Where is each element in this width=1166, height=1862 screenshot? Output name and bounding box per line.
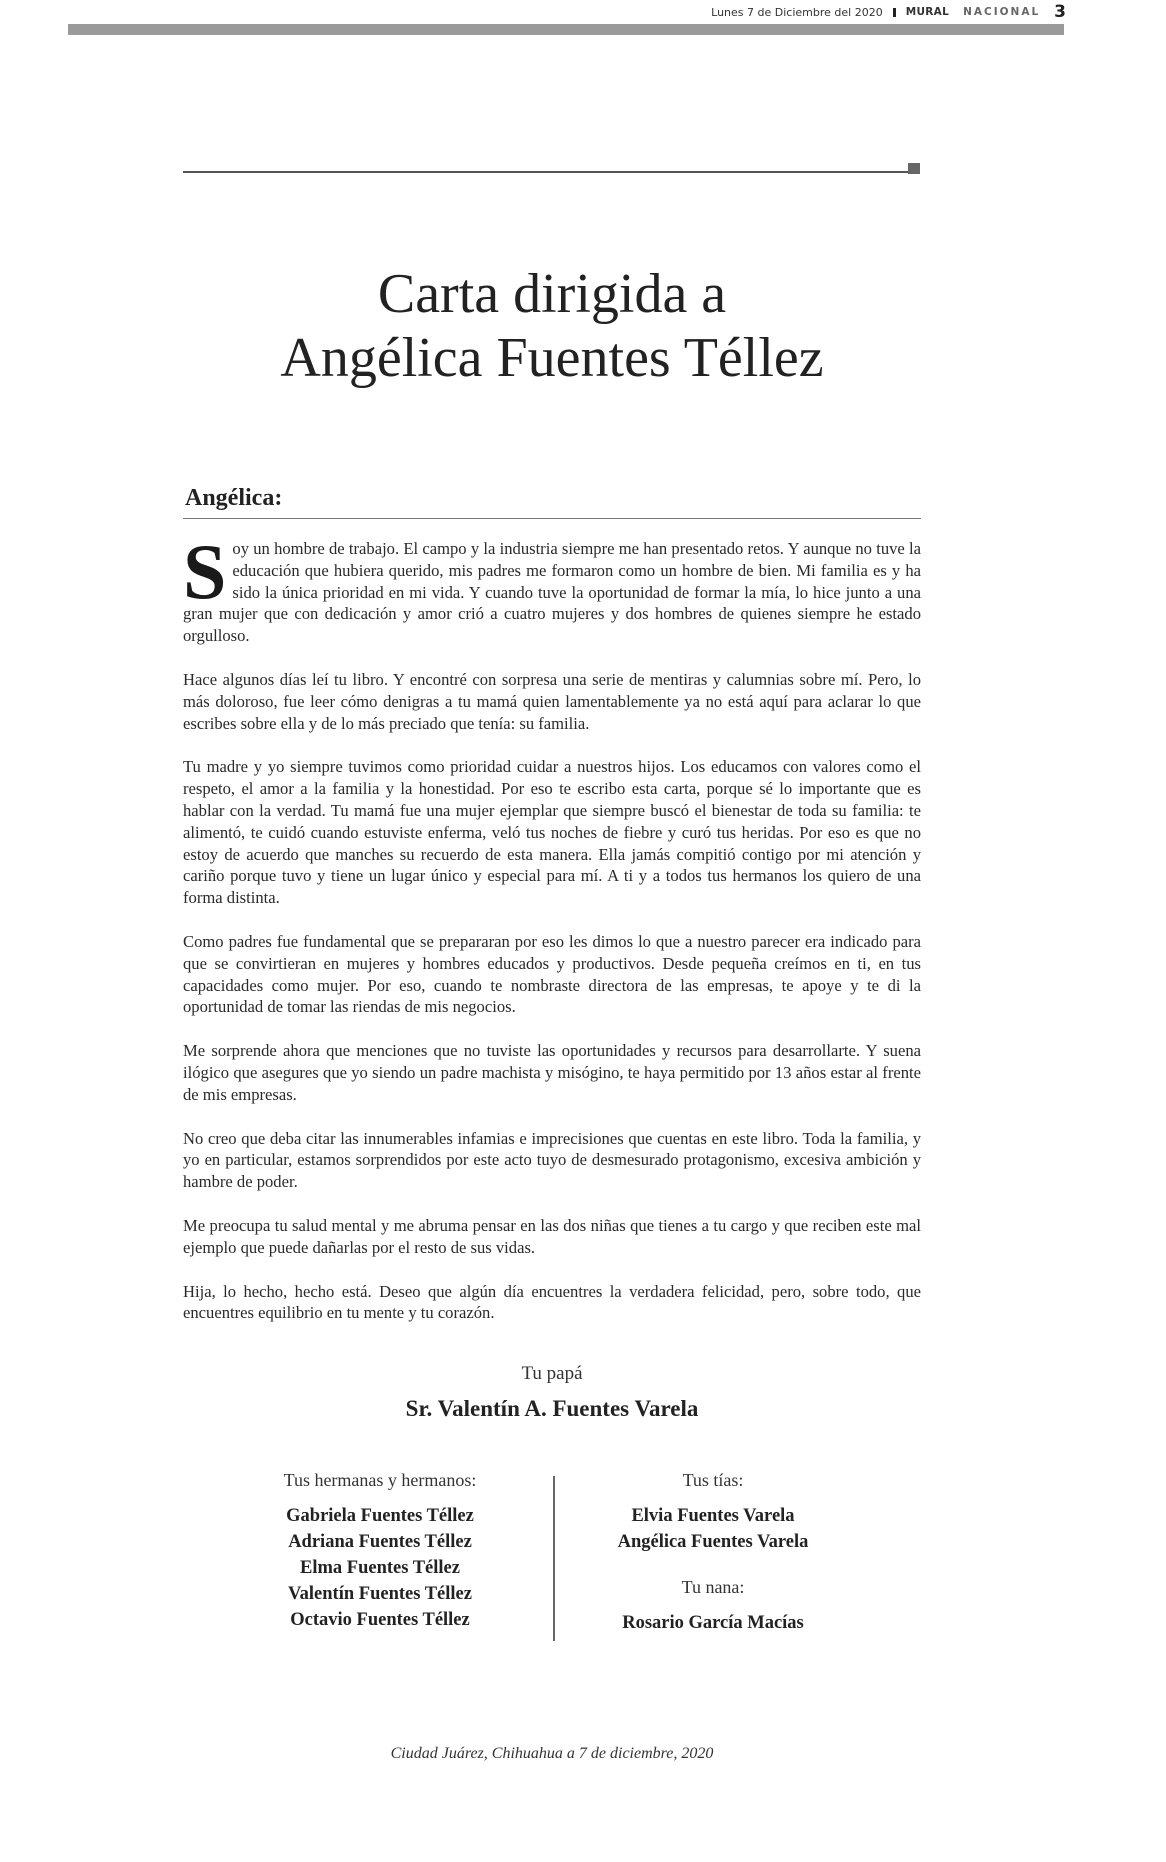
signature-name: Sr. Valentín A. Fuentes Varela (405, 1396, 699, 1421)
salutation-rule (183, 518, 921, 519)
page-number: 3 (1054, 2, 1066, 22)
family-signatures (215, 1468, 895, 1638)
page-header (711, 2, 1066, 22)
signature-label: Tu papá (521, 1363, 583, 1384)
title-line-2: Angélica Fuentes Téllez (280, 327, 824, 389)
header-gray-bar (68, 24, 1064, 35)
drop-cap: S (183, 528, 227, 615)
page-title (183, 262, 921, 390)
paragraph-7: Me preocupa tu salud mental y me abruma pensar en las dos niñas que tienes a tu cargo y que reciben este mal ejemplo que puede dañarlas por el resto de sus vidas. (183, 1215, 921, 1257)
paragraph-1: Soy un hombre de trabajo. El campo y la industria siempre me han presentado retos. Y aunque no tuve la educación que hubiera querido, mis padres me formaron como un hombre de bien. Mi familia es y ha sido la única prioridad en mi vida. Y cuando tuve la oportunidad de formar la mía, lo hice junto a una gran mujer que con dedicación y amor crió a cuatro mujeres y dos hombres de quienes siempre he estado orgulloso. (183, 528, 921, 646)
sibling-name: Gabriela Fuentes Téllez (286, 1506, 474, 1526)
paragraph-4: Como padres fue fundamental que se prepararan por eso les dimos lo que a nuestro parecer era indicado para que se convirtieran en mujeres y hombres educados y productivos. Desde pequeña creímos en ti, en tus capacidades como mujer. Por eso, cuando te nombraste directora de las empresas, te apoye y te di la oportunidad de tomar las riendas de mis negocios. (183, 931, 921, 1017)
paragraph-8: Hija, lo hecho, hecho está. Deseo que algún día encuentres la verdadera felicidad, pero, sobre todo, que encuentres equilibrio en tu mente y tu corazón. (183, 1281, 921, 1323)
place-date: Ciudad Juárez, Chihuahua a 7 de diciembre, 2020 (390, 1745, 714, 1762)
paragraph-2: Hace algunos días leí tu libro. Y encontré con sorpresa una serie de mentiras y calumnias sobre mí. Pero, lo más doloroso, fue leer cómo denigras a tu mamá quien lamentablemente ya no está aquí para aclarar lo que escribes sobre ella y de lo más preciado que tenía: su familia. (183, 669, 921, 733)
publication-name: MURAL (905, 6, 950, 18)
siblings-column (240, 1468, 520, 1633)
top-rule (183, 171, 913, 173)
section-name: NACIONAL (963, 6, 1041, 18)
sibling-name: Octavio Fuentes Téllez (290, 1610, 470, 1630)
nanny-name: Rosario García Macías (622, 1613, 804, 1633)
nanny-label: Tu nana: (681, 1577, 745, 1597)
paragraph-6: No creo que deba citar las innumerables infamias e imprecisiones que cuentas en este libro. Toda la familia, y yo en particular, estamos sorprendidos por este acto tuyo de desmesurado protagonismo, excesiva ambición y hambre de poder. (183, 1128, 921, 1192)
aunts-label: Tus tías: (682, 1470, 744, 1490)
aunts-nanny-column (573, 1468, 853, 1636)
header-separator (893, 8, 896, 17)
column-divider (553, 1476, 555, 1641)
header-date: Lunes 7 de Diciembre del 2020 (711, 5, 883, 19)
letter-body (183, 528, 921, 1346)
aunt-name: Angélica Fuentes Varela (617, 1532, 809, 1552)
paragraph-5: Me sorprende ahora que menciones que no tuviste las oportunidades y recursos para desarrollarte. Y suena ilógico que asegures que yo siendo un padre machista y misógino, te haya permitido por 13 años estar al frente de mis empresas. (183, 1041, 921, 1104)
siblings-label: Tus hermanas y hermanos: (283, 1470, 477, 1490)
sibling-name: Elma Fuentes Téllez (300, 1558, 460, 1578)
sibling-name: Adriana Fuentes Téllez (288, 1532, 472, 1552)
aunt-name: Elvia Fuentes Varela (631, 1506, 795, 1526)
sibling-name: Valentín Fuentes Téllez (288, 1584, 472, 1604)
title-line-1: Carta dirigida a (377, 263, 727, 325)
paragraph-3: Tu madre y yo siempre tuvimos como prioridad cuidar a nuestros hijos. Los educamos con valores como el respeto, el amor a la familia y la honestidad. Por eso te escribo esta carta, porque sé lo importante que es hablar con la verdad. Tu mamá fue una mujer ejemplar que siempre buscó el bienestar de toda su familia: te alimentó, te cuidó cuando estuviste enferma, veló tus noches de fiebre y curó tus heridas. Por eso es que no estoy de acuerdo que manches su recuerdo de esta manera. Ella jamás compitió contigo por mi atención y cariño porque tuvo y tiene un lugar único y especial para mí. A ti y a todos tus hermanos los quiero de una forma distinta. (183, 757, 921, 908)
top-rule-square (908, 163, 920, 174)
salutation: Angélica: (185, 485, 283, 511)
